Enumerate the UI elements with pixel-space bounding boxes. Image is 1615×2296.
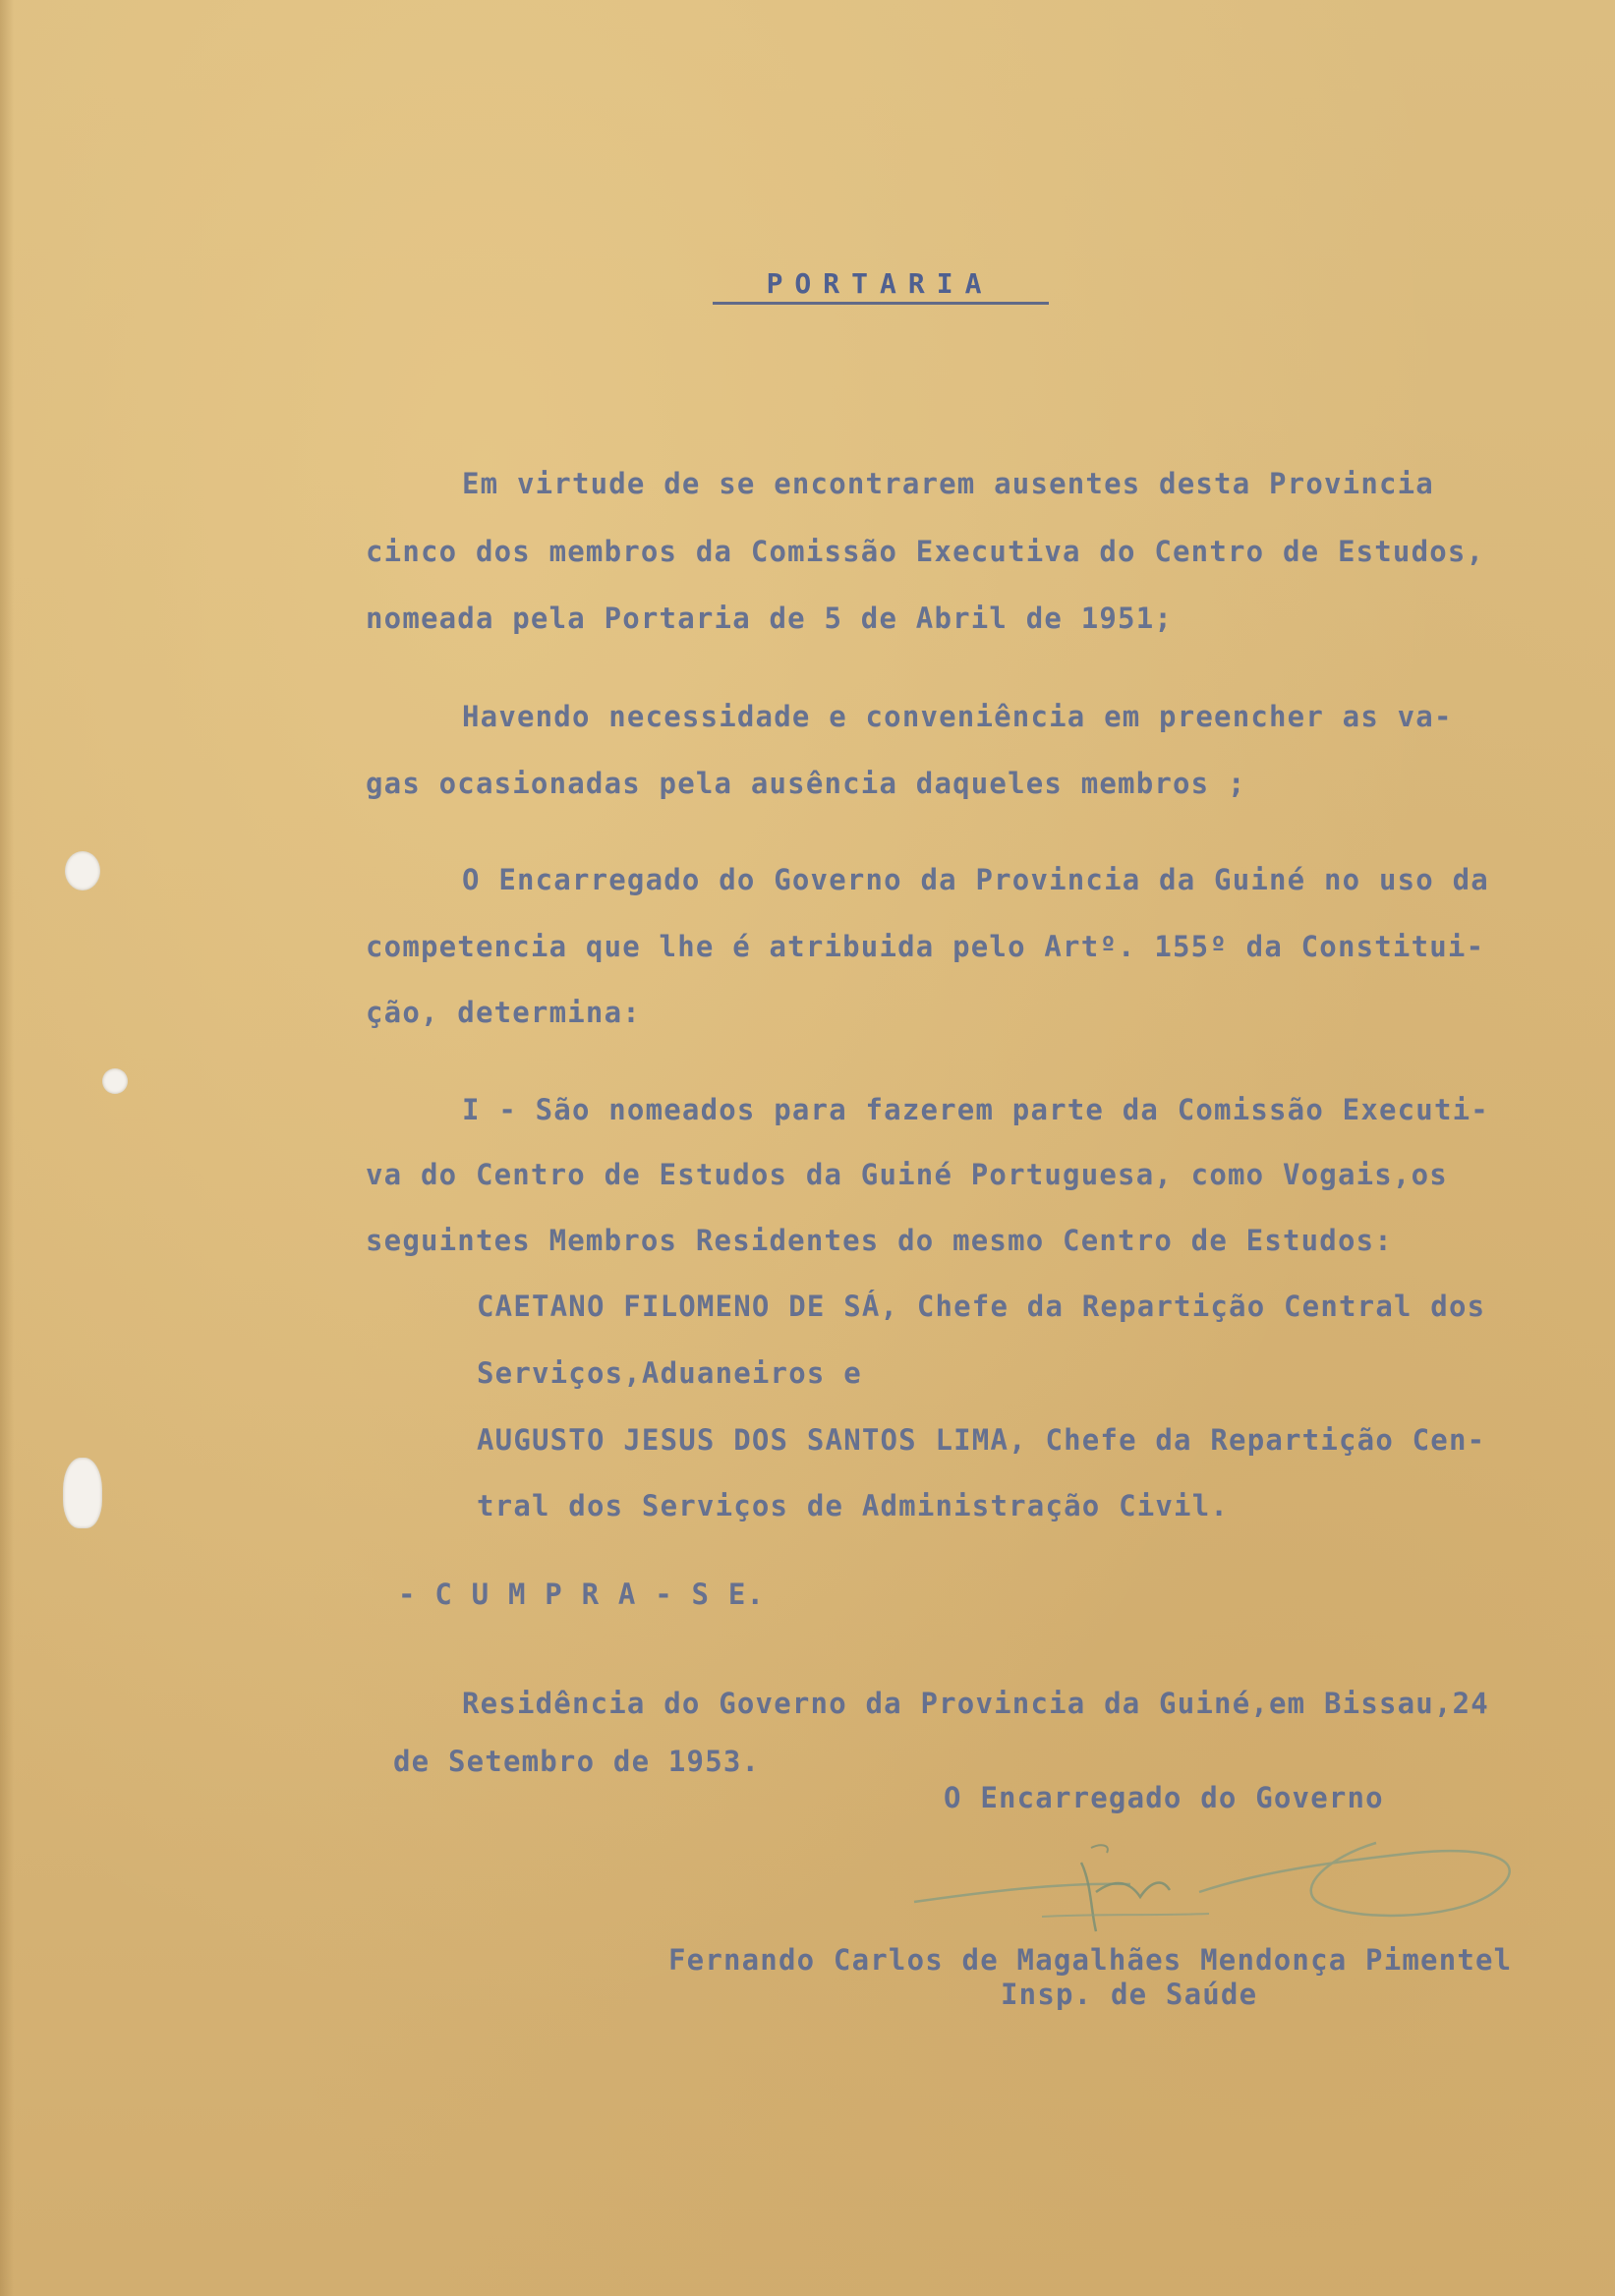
text-line: ção, determina:: [366, 996, 641, 1029]
text-line: cinco dos membros da Comissão Executiva do Centro de Estudos,: [366, 535, 1485, 568]
title-underline: [713, 302, 1049, 305]
text-line: de Setembro de 1953.: [393, 1745, 761, 1778]
text-line: Havendo necessidade e conveniência em preencher as va-: [462, 700, 1453, 733]
text-line: CAETANO FILOMENO DE SÁ, Chefe da Repartição Central dos: [477, 1290, 1486, 1323]
text-line: seguintes Membros Residentes do mesmo Centro de Estudos:: [366, 1224, 1393, 1257]
text-line: tral dos Serviços de Administração Civil.: [477, 1489, 1230, 1522]
text-line: I - São nomeados para fazerem parte da Comissão Executi-: [462, 1093, 1489, 1126]
text-line: Em virtude de se encontrarem ausentes desta Provincia: [462, 467, 1434, 500]
punch-hole: [63, 1458, 102, 1528]
document-title: PORTARIA: [766, 267, 994, 300]
text-line: nomeada pela Portaria de 5 de Abril de 1951;: [366, 602, 1174, 635]
signer-title: Insp. de Saúde: [1001, 1978, 1258, 2011]
punch-hole: [102, 1068, 128, 1094]
signer-role: O Encarregado do Governo: [944, 1781, 1384, 1814]
handwritten-signature: [904, 1823, 1533, 1961]
signer-name: Fernando Carlos de Magalhães Mendonça Pimentel: [668, 1943, 1513, 1977]
text-line: - C U M P R A - S E.: [398, 1578, 766, 1611]
text-line: Serviços,Aduaneiros e: [477, 1356, 862, 1390]
text-line: competencia que lhe é atribuida pelo Artº. 155º da Constitui-: [366, 930, 1485, 963]
text-line: Residência do Governo da Provincia da Guiné,em Bissau,24: [462, 1687, 1489, 1720]
text-line: va do Centro de Estudos da Guiné Portuguesa, como Vogais,os: [366, 1158, 1448, 1191]
text-line: O Encarregado do Governo da Provincia da Guiné no uso da: [462, 863, 1489, 896]
punch-hole: [65, 851, 100, 890]
paper-edge-shadow: [0, 0, 14, 2296]
text-line: gas ocasionadas pela ausência daqueles membros ;: [366, 767, 1246, 800]
text-line: AUGUSTO JESUS DOS SANTOS LIMA, Chefe da Repartição Cen-: [477, 1423, 1486, 1457]
